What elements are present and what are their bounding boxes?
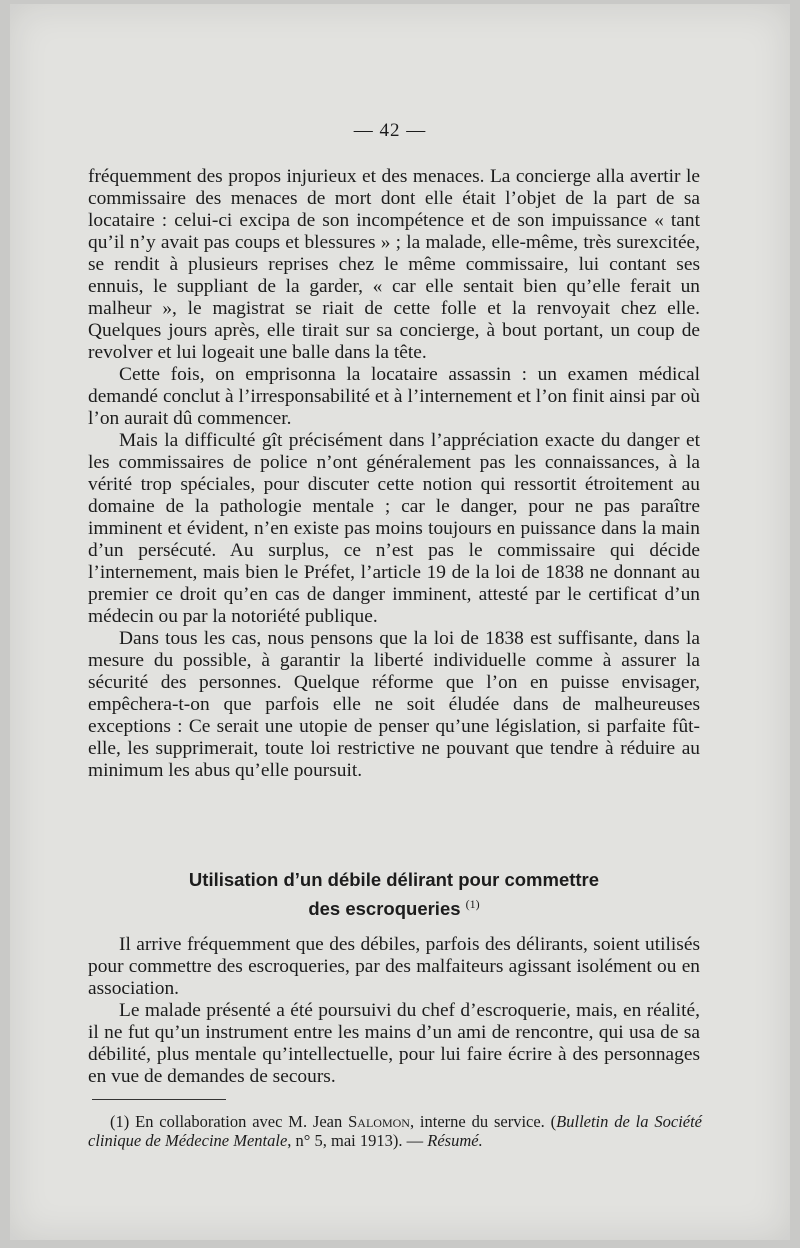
paragraph: Mais la difficulté gît précisément dans l’appréciation exacte du danger et les commissaires de police n’ont généralement pas les connaissances, à la vérité trop spéciales, pour discuter cette notion qui ressortit étroitement au domaine de la pathologie mentale ; car le danger, pour ne pas paraître imminent et évident, n’en existe pas moins toujours en puissance dans la main d’un persécuté. Au surplus, ce n’est pas le commissaire qui décide l’internement, mais bien le Préfet, l’article 19 de la loi de 1838 ne donnant au premier ce droit qu’en cas de danger imminent, attesté par le certificat d’un médecin ou par la notoriété publique. [88,430,700,627]
page-number: — 42 — [353,120,427,141]
footnote-issue: , n° 5, mai 1913). — [287,1131,428,1150]
paragraph: Il arrive fréquemment que des débiles, parfois des délirants, soient utilisés pour commettre des escroqueries, par des malfaiteurs agissant isolément ou en association. [88,934,700,999]
paragraph: fréquemment des propos injurieux et des menaces. La concierge alla avertir le commissaire des menaces de mort dont elle était l’objet de la part de sa locataire : celui-ci excipa de son incompétence et de son impuissance « tant qu’il n’y avait pas coups et blessures » ; la malade, elle-même, très surexcitée, se rendit à plusieurs reprises chez le même commissaire, lui contant ses ennuis, le suppliant de la garder, « car elle sentait bien qu’elle ferait un malheur », le magistrat se riait de cette folle et la renvoyait chez elle. Quelques jours après, elle tirait sur sa concierge, à bout portant, un coup de revolver et lui logeait une balle dans la tête. [88,166,700,363]
footnote-summary: Résumé. [427,1131,483,1150]
section-title-text: des escroqueries [308,898,461,920]
footnote-author: Salomon [348,1112,410,1131]
section-heading [88,868,700,921]
book-page [10,4,790,1240]
footnote-reference[interactable]: (1) [465,897,480,911]
footnote-text-before: En collaboration avec M. Jean [135,1112,349,1131]
paragraph: Le malade présenté a été poursuivi du chef d’escroquerie, mais, en réalité, il ne fut qu’un instrument entre les mains d’un ami de rencontre, qui usa de sa débilité, plus mentale qu’intellectuelle, pour lui faire écrire à des personnages en vue de demandes de secours. [88,1000,700,1087]
bottom-text-block [88,934,700,1088]
section-title-line-2 [88,892,700,921]
footnote-journal: Bulletin de la Société clinique de Médecine Mentale [88,1112,703,1150]
footnote-mark: (1) [110,1112,130,1131]
paragraph: Cette fois, on emprisonna la locataire assassin : un examen médical demandé conclut à l’irresponsabilité et à l’internement et l’on finit ainsi par où l’on aurait dû commencer. [88,364,700,429]
footnote [88,1112,702,1150]
footnote-text-after: , interne du service. ( [409,1112,557,1131]
footnote-divider [92,1099,226,1100]
paragraph: Dans tous les cas, nous pensons que la loi de 1838 est suffisante, dans la mesure du possible, à garantir la liberté individuelle comme à assurer la sécurité des personnes. Quelque réforme que l’on en puisse envisager, empêchera-t-on que parfois elle ne soit éludée dans de malheureuses exceptions : Ce serait une utopie de penser qu’une législation, si parfaite fût-elle, les supprimerait, toute loi restrictive ne pouvant que tendre à réduire au minimum les abus qu’elle poursuit. [88,628,700,781]
top-text-block [88,166,700,782]
section-title-line-1: Utilisation d’un débile délirant pour commettre [188,869,600,890]
